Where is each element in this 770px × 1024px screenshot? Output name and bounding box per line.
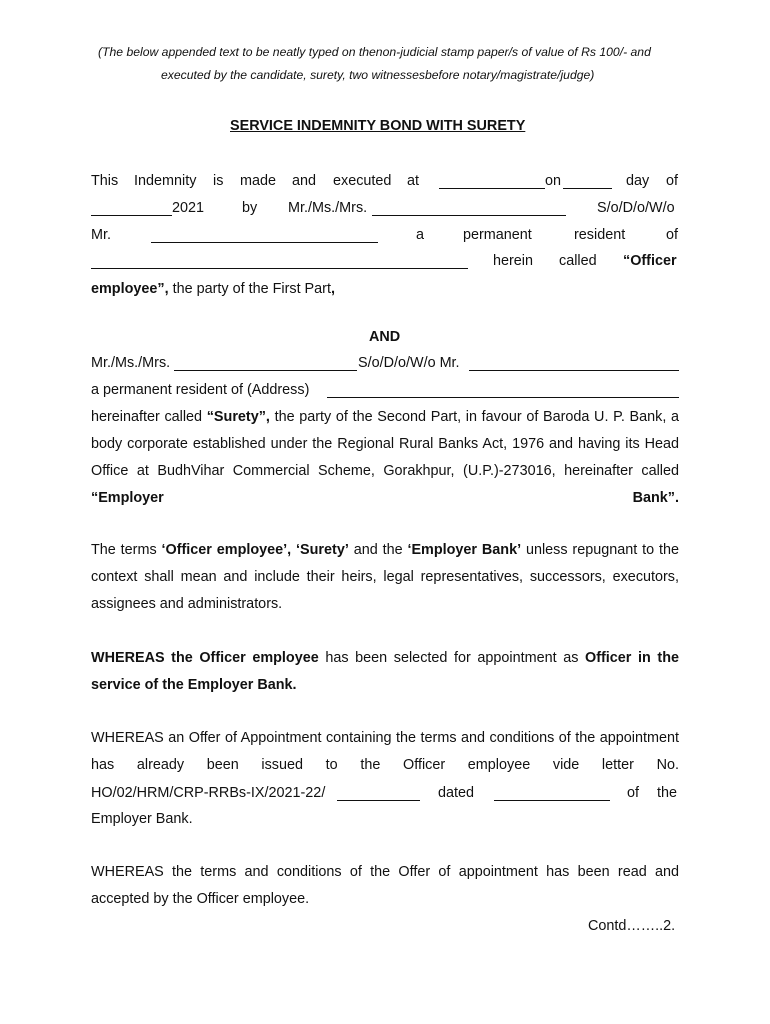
letter-ref-number: HO/02/HRM/CRP-RRBs-IX/2021-22/ bbox=[91, 785, 326, 801]
continued-footer: Contd……..2. bbox=[588, 918, 676, 934]
word-called: called bbox=[559, 253, 597, 269]
word-by: by bbox=[242, 200, 258, 216]
surety-para-text-1: hereinafter called bbox=[91, 409, 207, 425]
terms-surety: ‘Surety’ bbox=[296, 542, 349, 558]
terms-paragraph bbox=[91, 537, 679, 618]
word-this: This bbox=[91, 173, 119, 189]
whereas-selected-paragraph bbox=[91, 645, 679, 699]
word-of-2: of bbox=[666, 227, 679, 243]
word-resident: resident bbox=[574, 227, 626, 243]
word-on: on bbox=[545, 173, 562, 189]
whereas-selected-text: has been selected for appointment as bbox=[318, 650, 586, 666]
surety-resident-label: a permanent resident of (Address) bbox=[91, 382, 310, 398]
document-title: SERVICE INDEMNITY BOND WITH SURETY bbox=[230, 118, 526, 134]
blank-officer-name[interactable] bbox=[372, 215, 566, 216]
word-indemnity: Indemnity bbox=[134, 173, 197, 189]
first-part-comma: , bbox=[330, 281, 335, 297]
word-mr: Mr. bbox=[91, 227, 111, 243]
word-a: a bbox=[416, 227, 425, 243]
whereas-offer-paragraph: WHEREAS an Offer of Appointment containing the terms and conditions of the appointment has already been issued to the Officer employee vide letter No. bbox=[91, 730, 679, 773]
word-of-letter: of bbox=[627, 785, 640, 801]
whereas-officer-employee: WHEREAS the Officer employee bbox=[91, 650, 319, 666]
blank-officer-address[interactable] bbox=[91, 268, 468, 269]
surety-salutation: Mr./Ms./Mrs. bbox=[91, 355, 171, 371]
blank-parent-name[interactable] bbox=[151, 242, 378, 243]
word-made: made bbox=[240, 173, 276, 189]
first-part-text: the party of the First Part bbox=[168, 281, 331, 297]
terms-text-3: and the bbox=[348, 542, 408, 558]
and-heading: AND bbox=[369, 329, 401, 345]
blank-place[interactable] bbox=[439, 188, 545, 189]
word-executed: executed bbox=[333, 173, 392, 189]
word-dated: dated bbox=[438, 785, 475, 801]
word-and: and bbox=[292, 173, 317, 189]
blank-on-date[interactable] bbox=[563, 188, 612, 189]
word-at: at bbox=[407, 173, 420, 189]
blank-letter-date[interactable] bbox=[494, 800, 610, 801]
blank-date-prefix[interactable] bbox=[91, 215, 172, 216]
terms-text-1: The terms bbox=[91, 542, 162, 558]
officer-employee-label: employee”, bbox=[91, 281, 169, 297]
terms-text-4: unless repugnant to the context shall mean and include their heirs, legal representatives, successors, executors, assignees and administrators. bbox=[91, 542, 679, 612]
header-note-line1: (The below appended text to be neatly typed on thenon-judicial stamp paper/s of value of Rs 100/- and bbox=[98, 45, 651, 59]
word-the-letter: the bbox=[657, 785, 678, 801]
year-text: 2021 bbox=[172, 200, 205, 216]
word-herein: herein bbox=[493, 253, 534, 269]
terms-employer-bank: ‘Employer Bank’ bbox=[407, 542, 522, 558]
officer-service-label: Officer in the service of the Employer Bank. bbox=[91, 650, 679, 693]
blank-letter-number[interactable] bbox=[337, 800, 420, 801]
word-permanent: permanent bbox=[463, 227, 532, 243]
surety-paragraph bbox=[91, 404, 679, 512]
surety-label: “Surety”, bbox=[206, 409, 270, 425]
blank-surety-parent[interactable] bbox=[469, 370, 679, 371]
relation-text: S/o/D/o/W/o bbox=[597, 200, 675, 216]
employer-bank-text: Employer Bank. bbox=[91, 811, 193, 827]
first-part-line bbox=[91, 281, 335, 297]
surety-relation: S/o/D/o/W/o Mr. bbox=[358, 355, 460, 371]
terms-officer-employee: ‘Officer employee’, bbox=[161, 542, 292, 558]
word-day: day bbox=[626, 173, 650, 189]
employer-bank-label: “Employer Bank”. bbox=[91, 490, 679, 506]
header-note-line2: executed by the candidate, surety, two witnessesbefore notary/magistrate/judge) bbox=[161, 68, 595, 82]
surety-para-text-2: the party of the Second Part, in favour of Baroda U. P. Bank, a body corporate established under the Regional Rural Banks Act, 1976 and having its Head Office at BudhVihar Commercial Scheme, Gorakhpur, (U.P.)-273016, hereinafter called bbox=[91, 409, 679, 479]
salutation-text: Mr./Ms./Mrs. bbox=[288, 200, 368, 216]
word-of: of bbox=[666, 173, 679, 189]
blank-surety-name[interactable] bbox=[174, 370, 357, 371]
whereas-accepted-paragraph: WHEREAS the terms and conditions of the Offer of appointment has been read and accepted by the Officer employee. bbox=[91, 864, 679, 907]
word-officer-open: “Officer bbox=[623, 253, 677, 269]
word-is: is bbox=[213, 173, 224, 189]
blank-surety-address[interactable] bbox=[327, 397, 679, 398]
